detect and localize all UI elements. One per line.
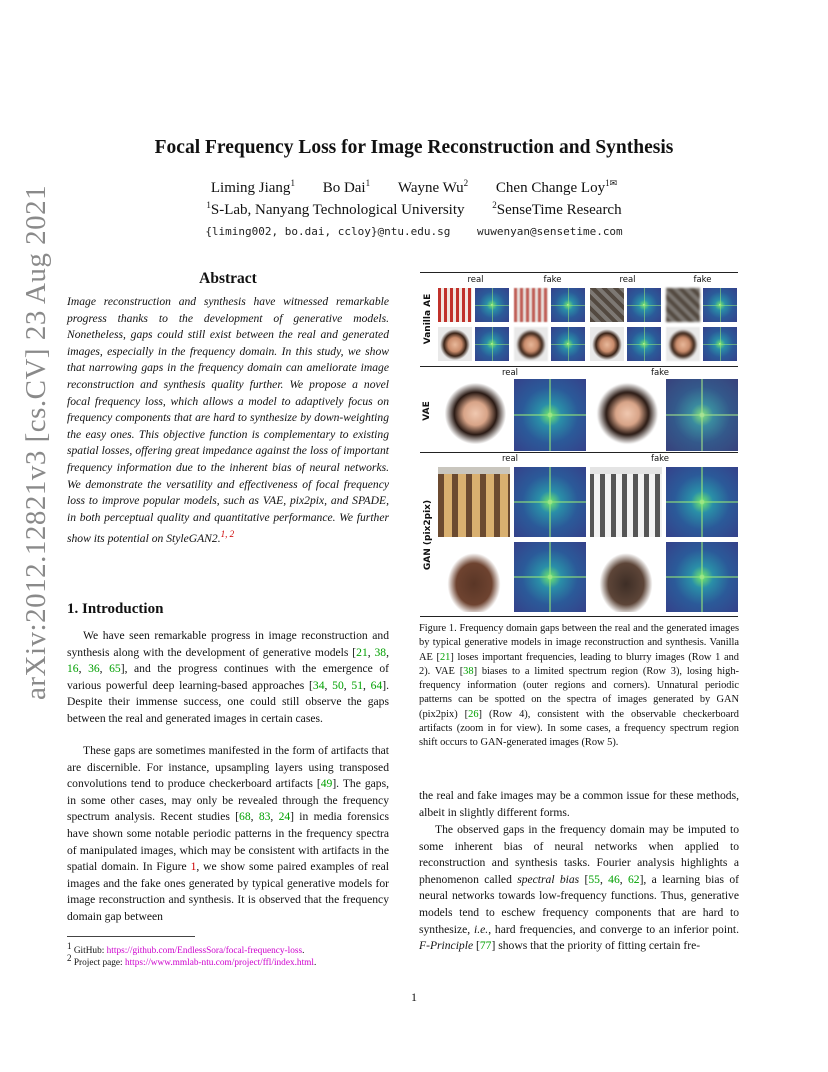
spectrum-image: [666, 467, 738, 537]
page-number: 1: [411, 990, 417, 1004]
email: wuwenyan@sensetime.com: [476, 225, 623, 238]
github-link[interactable]: https://github.com/EndlessSora/focal-frequency-loss: [106, 946, 303, 957]
figure-1-caption: Figure 1. Frequency domain gaps between the real and the generated images by typical generative models in image reconstruction and synthesis. Vanilla AE [21] loses important frequencies, leading to blurry images (Row 1 and 2). VAE [38] biases to a limited spectrum region (Row 3), losing high-frequency information (outer regions and corners). Unnatural periodic patterns can be spotted on the spectra of images generated by GAN (pix2pix) [26] (Row 4), consistent with the observable checkerboard artifacts (zoom in for view). In some cases, a frequency spectrum region shift occurs to GAN-generated images (Row 5).: [419, 623, 739, 749]
citation-link[interactable]: 38: [463, 665, 474, 677]
figure-ref-link[interactable]: 1: [190, 860, 197, 874]
citation-link[interactable]: 51: [351, 678, 363, 692]
face-real-image: [590, 327, 624, 361]
spectrum-image: [551, 288, 585, 322]
italic-text: F-Principle: [419, 939, 474, 953]
row-label-gan-pix2pix: GAN (pix2pix): [423, 499, 433, 571]
footnote-marks[interactable]: 1, 2: [220, 529, 235, 540]
arxiv-stamp: arXiv:2012.12821v3 [cs.CV] 23 Aug 2021: [20, 184, 52, 700]
citation-link[interactable]: 16: [67, 662, 79, 676]
footnote-2: $^2$ Project page: https://www.mmlab-ntu.com/project/ffl/index.html.: [67, 953, 317, 969]
author: Liming Jiang$^1$: [210, 178, 295, 196]
col-label-fake: fake: [543, 275, 562, 285]
col-label-real: real: [619, 275, 636, 285]
col-label-fake: fake: [650, 368, 670, 378]
stripes-real-image: [438, 288, 472, 322]
face-fake-image: [590, 379, 662, 451]
col-label-real: real: [501, 368, 519, 378]
intro-paragraph-1: We have seen remarkable progress in image reconstruction and synthesis along with the development of generative models [21, 38, 16, 36, 65], and the progress continues with the emergence of various powerful deep learning-based approaches [34, 50, 51, 64]. Despite their immense success, one could still observe the gaps between the real and generated images in certain cases.: [67, 629, 390, 725]
figure-1: [420, 272, 738, 617]
spectrum-image: [514, 467, 586, 537]
shoe-real-image: [438, 542, 510, 612]
shoe-fake-image: [590, 542, 662, 612]
row-label-vanilla-ae: Vanilla AE: [423, 293, 433, 345]
spectrum-image: [475, 327, 509, 361]
citation-link[interactable]: 77: [479, 939, 492, 953]
footnote-divider: [67, 936, 195, 937]
spectrum-image: [514, 542, 586, 612]
abstract-heading: Abstract: [199, 270, 257, 287]
spectrum-image: [703, 288, 737, 322]
email: {liming002, bo.dai, ccloy}@ntu.edu.sg: [205, 225, 451, 238]
spectrum-image: [627, 288, 661, 322]
spectrum-image: [514, 379, 586, 451]
right-column-paragraph-2: The observed gaps in the frequency domain may be imputed to some inherent bias of neural networks when applied to reconstruction and synthesis tasks. Fourier analysis highlights a phenomenon called spectral bias [55, 46, 62], a learning bias of neural networks towards low-frequency functions. Thus, generative models tend to eschew frequency components that are hard to synthesize, i.e., hard frequencies, and converge to an inferior point. F-Principle [77] shows that the priority of fitting certain fre-: [419, 823, 740, 953]
author: Bo Dai$^1$: [322, 178, 371, 196]
email-list: [0, 225, 828, 238]
citation-link[interactable]: 49: [320, 777, 333, 791]
texture-real-image: [590, 288, 624, 322]
col-label-fake: fake: [693, 275, 712, 285]
spectrum-image: [627, 327, 661, 361]
spectrum-image: [475, 288, 509, 322]
col-label-fake: fake: [650, 454, 670, 464]
figure-row-divider: [420, 452, 738, 453]
section-heading-introduction: 1. Introduction: [67, 601, 164, 617]
figure-top-rule: [420, 272, 738, 273]
spectrum-image: [703, 327, 737, 361]
citation-link[interactable]: 62: [627, 872, 640, 886]
affiliation: $^2$SenseTime Research: [492, 200, 622, 218]
citation-link[interactable]: 38: [374, 645, 387, 659]
italic-text: spectral bias: [517, 872, 580, 886]
stripes-fake-image: [514, 288, 548, 322]
affiliation: $^1$S-Lab, Nanyang Technological University: [206, 200, 465, 218]
texture-fake-image: [666, 288, 700, 322]
figure-bottom-rule: [420, 616, 738, 617]
spectrum-image: [666, 379, 738, 451]
abstract-text: Image reconstruction and synthesis have witnessed remarkable progress thanks to the development of generative models. Nonetheless, gaps could still exist between the real and generated images, especially in the frequency domain. In this study, we show that narrowing gaps in the frequency domain can ameliorate image reconstruction and synthesis quality further. We propose a novel focal frequency loss, which allows a model to adaptively focus on frequency components that are hard to synthesize by down-weighting the easy ones. This objective function is complementary to existing spatial losses, offering great impedance against the loss of important frequency information due to the inherent bias of neural networks. We demonstrate the versatility and effectiveness of focal frequency loss to improve popular models, such as VAE, pix2pix, and SPADE, in both perceptual quality and quantitative performance. We further show its potential on StyleGAN2.$^{1, 2}$: [67, 295, 389, 546]
footnote-1: $^1$ GitHub: https://github.com/EndlessSora/focal-frequency-loss.: [67, 941, 305, 957]
paper-title: Focal Frequency Loss for Image Reconstruction and Synthesis: [154, 137, 674, 158]
intro-paragraph-2: These gaps are sometimes manifested in the form of artifacts that are discernible. For instance, upsampling layers using transposed convolutions tend to produce checkerboard artifacts [49]. The gaps, in some other cases, may only be revealed through the frequency spectrum analysis. Recent studies [68, 83, 24] in media forensics have shown some notable periodic patterns in the frequency spectra of manipulated images, which may be consistent with artifacts in the spatial domain. In Figure 1, we show some paired examples of real images and the fake ones generated by typical generative models for image reconstruction and synthesis. It is observed that the frequency domain gap between: [67, 744, 390, 923]
italic-text: i.e.: [474, 922, 489, 936]
citation-link[interactable]: 26: [468, 708, 479, 720]
citation-link[interactable]: 68: [239, 810, 251, 824]
citation-link[interactable]: 64: [370, 678, 383, 692]
citation-link[interactable]: 21: [356, 645, 368, 659]
building-real-image: [438, 467, 510, 537]
citation-link[interactable]: 55: [588, 872, 600, 886]
citation-link[interactable]: 21: [439, 651, 451, 663]
figure-row-divider: [420, 366, 738, 367]
spectrum-image: [551, 327, 585, 361]
col-label-real: real: [501, 454, 519, 464]
project-page-link[interactable]: https://www.mmlab-ntu.com/project/ffl/index.html: [124, 958, 314, 969]
face-real-image: [438, 379, 510, 451]
citation-link[interactable]: 50: [332, 678, 344, 692]
face-fake-image: [666, 327, 700, 361]
affiliation-list: [0, 200, 828, 219]
citation-link[interactable]: 24: [278, 810, 291, 824]
author-list: [0, 178, 828, 197]
right-column-paragraph-1: the real and fake images may be a common issue for these methods, albeit in slightly different forms.: [419, 789, 739, 819]
citation-link[interactable]: 83: [258, 810, 271, 824]
row-label-vae: VAE: [422, 401, 432, 421]
citation-link[interactable]: 36: [88, 662, 100, 676]
author: Wayne Wu$^2$: [397, 178, 469, 196]
building-fake-image: [590, 467, 662, 537]
face-fake-image: [514, 327, 548, 361]
face-real-image: [438, 327, 472, 361]
spectrum-image: [666, 542, 738, 612]
citation-link[interactable]: 34: [312, 678, 325, 692]
author: Chen Change Loy$^{1✉}$: [495, 178, 618, 196]
citation-link[interactable]: 65: [109, 662, 121, 676]
citation-link[interactable]: 46: [608, 872, 620, 886]
col-label-real: real: [467, 275, 484, 285]
